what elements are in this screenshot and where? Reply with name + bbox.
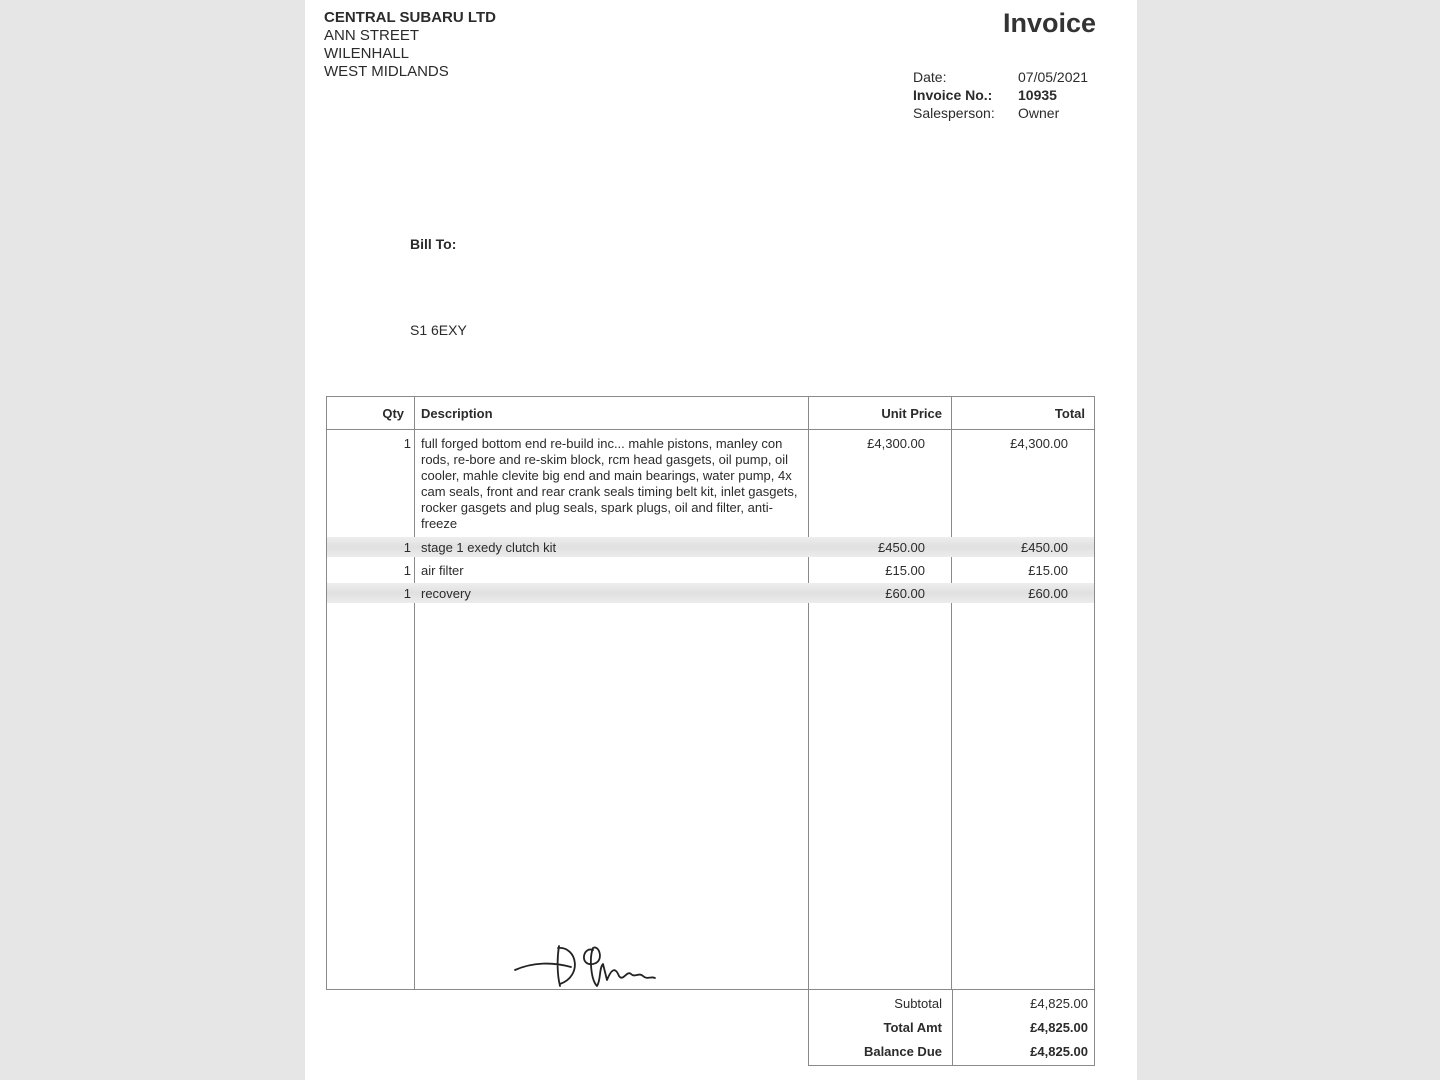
row-total: £60.00	[1028, 586, 1068, 601]
bill-to-value: S1 6EXY	[410, 322, 467, 338]
header-divider	[327, 429, 1094, 430]
meta-row-date	[913, 68, 1088, 86]
date-value: 07/05/2021	[1018, 69, 1089, 85]
company-name: CENTRAL SUBARU LTD	[324, 9, 496, 26]
table-row	[327, 583, 1094, 603]
invoice-no-value: 10935	[1018, 87, 1057, 103]
line-items-table	[326, 396, 1095, 990]
invoice-page	[305, 0, 1137, 1080]
meta-row-salesperson	[913, 104, 1088, 122]
company-block	[324, 9, 496, 81]
signature-icon	[513, 936, 683, 992]
header-unit-price: Unit Price	[881, 406, 942, 421]
bill-to-label: Bill To:	[410, 236, 457, 252]
header-description: Description	[421, 406, 493, 421]
row-unit-price: £450.00	[878, 540, 925, 555]
date-label: Date:	[913, 69, 947, 85]
salesperson-label: Salesperson:	[913, 105, 995, 121]
row-description: stage 1 exedy clutch kit	[421, 540, 557, 555]
total-amt-row	[809, 1020, 1094, 1040]
row-total: £450.00	[1021, 540, 1068, 555]
subtotal-value: £4,825.00	[1030, 996, 1088, 1011]
row-qty: 1	[403, 563, 411, 578]
company-address-line-1: ANN STREET	[324, 27, 420, 44]
row-qty: 1	[403, 436, 411, 451]
balance-due-row	[809, 1044, 1094, 1064]
row-description: full forged bottom end re-build inc... mahle pistons, manley con rods, re-bore and re-skim block, rcm head gasgets, oil pump, oil cooler, mahle clevite big end and main bearings, water pump, 4x cam seals, front and rear crank seals timing belt kit, inlet gasgets, rocker gasgets and plug seals, spark plugs, oil and filter, anti-freeze	[421, 436, 798, 531]
header-qty: Qty	[382, 406, 404, 421]
table-row	[327, 537, 1094, 557]
company-address-line-3: WEST MIDLANDS	[324, 63, 449, 80]
row-unit-price: £60.00	[885, 586, 925, 601]
invoice-no-label: Invoice No.:	[913, 87, 993, 103]
row-description: air filter	[421, 563, 464, 578]
totals-box	[808, 990, 1095, 1066]
company-address-line-2: WILENHALL	[324, 45, 410, 62]
total-amt-value: £4,825.00	[1030, 1020, 1088, 1035]
row-unit-price: £15.00	[885, 563, 925, 578]
total-amt-label: Total Amt	[883, 1020, 942, 1035]
subtotal-label: Subtotal	[894, 996, 942, 1011]
invoice-meta	[913, 68, 1088, 122]
row-total: £15.00	[1028, 563, 1068, 578]
table-row	[327, 560, 1094, 580]
row-qty: 1	[403, 540, 411, 555]
row-unit-price: £4,300.00	[867, 436, 925, 451]
meta-row-invoice-no	[913, 86, 1088, 104]
header-total: Total	[1054, 406, 1085, 421]
row-total: £4,300.00	[1010, 436, 1068, 451]
salesperson-value: Owner	[1018, 105, 1060, 121]
balance-due-value: £4,825.00	[1030, 1044, 1088, 1059]
subtotal-row	[809, 996, 1094, 1016]
row-description: recovery	[421, 586, 471, 601]
document-title: Invoice	[1002, 8, 1096, 38]
balance-due-label: Balance Due	[863, 1044, 942, 1059]
table-row	[327, 433, 1094, 537]
row-qty: 1	[403, 586, 411, 601]
